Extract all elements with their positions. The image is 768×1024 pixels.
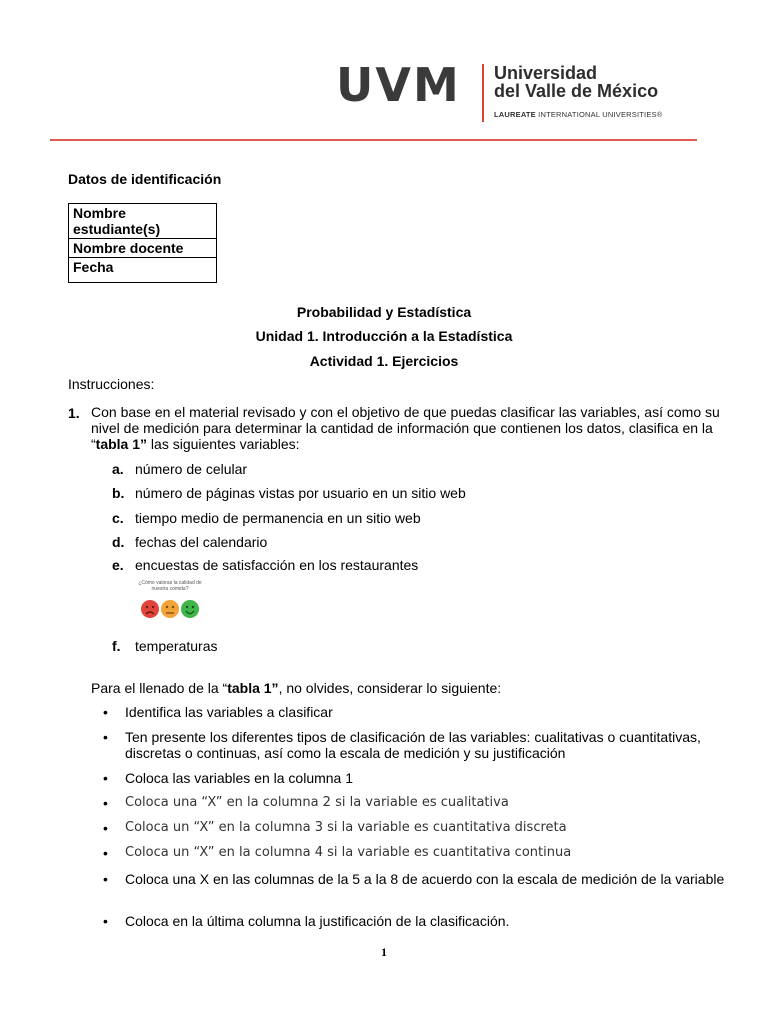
- logo-divider: [482, 64, 484, 122]
- list-item: número de celular: [135, 461, 248, 477]
- bullet-dot: •: [103, 795, 108, 811]
- bullet-item: Coloca en la última columna la justificación de la clasificación.: [125, 913, 510, 929]
- question-number: 1.: [68, 405, 80, 421]
- list-item: encuestas de satisfacción en los restaurantes: [135, 557, 419, 573]
- course-title: Probabilidad y Estadística: [296, 304, 472, 320]
- bullet-item: Coloca un “X” en la columna 3 si la variable es cuantitativa discreta: [125, 820, 567, 835]
- item-letter: e.: [112, 557, 124, 573]
- student-name-cell: Nombre estudiante(s): [69, 204, 217, 239]
- question-text: Con base en el material revisado y con el objetivo de que puedas clasificar las variables, así como su nivel de medición para determinar la cantidad de información que contienen los datos, clasifica en la “tabla 1” las siguientes variables:: [91, 404, 720, 452]
- list-item: fechas del calendario: [135, 534, 268, 550]
- identification-heading: Datos de identificación: [68, 171, 222, 187]
- header-rule: [50, 139, 697, 141]
- list-item: tiempo medio de permanencia en un sitio web: [135, 510, 421, 526]
- satisfaction-survey-image: [137, 580, 203, 626]
- bullet-item: Coloca las variables en la columna 1: [125, 770, 354, 786]
- unit-title: Unidad 1. Introducción a la Estadística: [255, 328, 513, 344]
- bullet-dot: •: [103, 729, 108, 745]
- bullet-item: Coloca una “X” en la columna 2 si la variable es cualitativa: [125, 795, 509, 810]
- bullet-dot: •: [103, 770, 108, 786]
- item-letter: a.: [112, 461, 124, 477]
- page-number: 1: [381, 945, 387, 959]
- bullet-item: Coloca una X en las columnas de la 5 a la 8 de acuerdo con la escala de medición de la variable: [125, 871, 725, 887]
- item-letter: c.: [112, 510, 124, 526]
- university-name-line1: Universidad: [494, 63, 598, 83]
- item-letter: d.: [112, 534, 125, 550]
- item-letter: f.: [112, 638, 121, 654]
- bullet-dot: •: [103, 845, 108, 861]
- fill-instructions-intro: Para el llenado de la “tabla 1”, no olvides, considerar lo siguiente:: [91, 680, 502, 696]
- teacher-name-cell: Nombre docente: [69, 239, 217, 258]
- date-cell: Fecha: [69, 258, 217, 283]
- list-item: número de páginas vistas por usuario en un sitio web: [135, 485, 466, 501]
- list-item: temperaturas: [135, 638, 218, 654]
- identification-table: [68, 203, 217, 283]
- activity-title: Actividad 1. Ejercicios: [309, 353, 459, 369]
- bullet-dot: •: [103, 820, 108, 836]
- faces-icon: [137, 592, 203, 624]
- item-letter: b.: [112, 485, 125, 501]
- university-name-line2: del Valle de México: [494, 81, 659, 101]
- bullet-dot: •: [103, 871, 108, 887]
- survey-caption: ¿Cómo valoras la calidad de nuestra comida?: [138, 580, 202, 592]
- bullet-item: Coloca un “X” en la columna 4 si la variable es cuantitativa continua: [125, 845, 572, 860]
- bullet-dot: •: [103, 913, 108, 929]
- bullet-item: Ten presente los diferentes tipos de clasificación de las variables: cualitativas o cuantitativas, discretas o continuas, así como la escala de medición y su justificación: [125, 729, 701, 761]
- bullet-dot: •: [103, 704, 108, 720]
- uvm-logo: UVM: [336, 58, 461, 112]
- bullet-item: Identifica las variables a clasificar: [125, 704, 333, 720]
- laureate-tagline: LAUREATE INTERNATIONAL UNIVERSITIES®: [494, 110, 663, 119]
- instructions-label: Instrucciones:: [68, 376, 155, 392]
